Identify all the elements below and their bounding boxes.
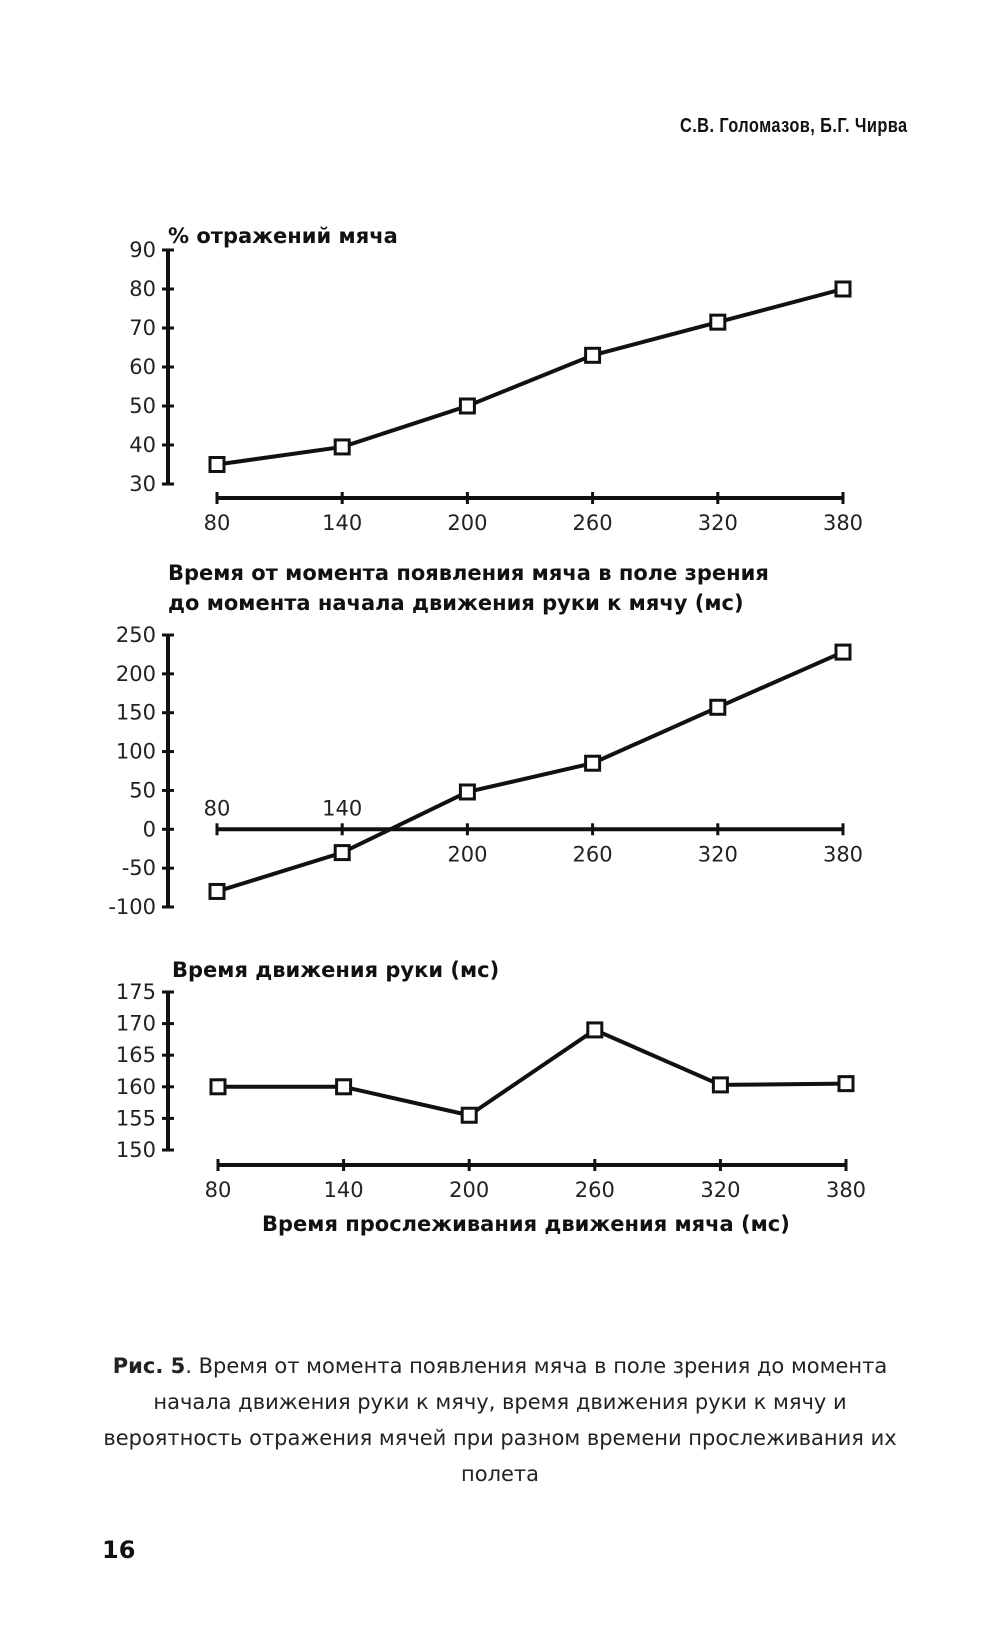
- x-tick-label: 140: [322, 511, 363, 535]
- data-point-marker: [711, 700, 725, 714]
- chart-title: % отражений мяча: [168, 224, 398, 248]
- data-point-marker: [711, 315, 725, 329]
- data-point-marker: [713, 1078, 727, 1092]
- y-tick-label: 40: [129, 433, 156, 457]
- x-tick-label: 200: [447, 842, 488, 867]
- x-tick-label: 260: [572, 511, 613, 535]
- data-point-marker: [462, 1108, 476, 1122]
- x-tick-label: 380: [822, 511, 864, 535]
- y-tick-label: 150: [115, 700, 156, 725]
- x-tick-label: 140: [323, 1178, 364, 1202]
- y-tick-label: 175: [115, 980, 156, 1004]
- y-tick-label: 50: [129, 778, 156, 803]
- data-point-marker: [460, 785, 474, 799]
- chart-time-to-hand-movement: [0, 560, 1000, 982]
- x-tick-label: 80: [204, 1178, 232, 1202]
- x-tick-label: 200: [447, 511, 488, 535]
- x-tick-label: 200: [449, 1178, 490, 1202]
- y-tick-label: 0: [142, 817, 156, 842]
- data-point-marker: [210, 884, 224, 898]
- y-tick-label: 50: [129, 394, 156, 418]
- x-axis-label: до момента начала движения руки к мячу (мс): [168, 591, 744, 615]
- y-tick-label: 100: [115, 739, 156, 764]
- data-point-marker: [586, 348, 600, 362]
- y-tick-label: 155: [115, 1106, 156, 1131]
- x-axis-label: Время движения руки (мс): [172, 958, 500, 982]
- x-tick-label: 320: [697, 511, 738, 535]
- x-tick-label: 260: [574, 1178, 615, 1202]
- y-tick-label: 70: [129, 316, 156, 340]
- series-line: [218, 1030, 846, 1115]
- y-tick-label: 170: [115, 1011, 156, 1036]
- x-tick-label: 380: [825, 1178, 867, 1202]
- figure-caption: [100, 1348, 900, 1492]
- x-tick-label: 260: [572, 842, 613, 867]
- series-line: [217, 289, 843, 465]
- x-tick-label: 80: [203, 796, 231, 821]
- series-line: [217, 652, 843, 891]
- x-axis-label: Время от момента появления мяча в поле зрения: [168, 561, 769, 585]
- y-tick-label: 90: [129, 238, 156, 262]
- data-point-marker: [588, 1023, 602, 1037]
- y-tick-label: 200: [115, 661, 156, 686]
- y-tick-label: 150: [115, 1138, 156, 1162]
- x-tick-label: 320: [700, 1178, 741, 1202]
- y-tick-label: 165: [115, 1043, 156, 1068]
- page-number: 16: [102, 1536, 136, 1564]
- data-point-marker: [335, 440, 349, 454]
- y-tick-label: 60: [129, 355, 156, 379]
- data-point-marker: [836, 645, 850, 659]
- x-tick-label: 320: [697, 842, 738, 867]
- data-point-marker: [460, 399, 474, 413]
- y-tick-label: 80: [129, 277, 156, 301]
- x-tick-label: 380: [822, 842, 864, 867]
- data-point-marker: [586, 756, 600, 770]
- data-point-marker: [836, 282, 850, 296]
- x-tick-label: 80: [203, 511, 231, 535]
- data-point-marker: [839, 1077, 853, 1091]
- figure-caption-label: Рис. 5: [112, 1354, 186, 1378]
- chart-ball-reflections: [0, 0, 1000, 615]
- x-tick-label: 140: [322, 796, 363, 821]
- y-tick-label: -100: [108, 895, 156, 919]
- data-point-marker: [335, 846, 349, 860]
- data-point-marker: [211, 1080, 225, 1094]
- y-tick-label: 250: [115, 623, 156, 647]
- y-tick-label: 30: [129, 472, 156, 496]
- data-point-marker: [337, 1080, 351, 1094]
- y-tick-label: 160: [115, 1074, 156, 1099]
- figure-caption-text: . Время от момента появления мяча в поле зрения до момента начала движения руки к мячу, время движения руки к мячу и вероятность отражения мячей при разном времени прослеживания их полета: [103, 1354, 897, 1486]
- chart-hand-movement-time: [0, 960, 1000, 1300]
- y-tick-label: -50: [121, 856, 156, 881]
- running-header-authors: С.В. Голомазов, Б.Г. Чирва: [680, 115, 908, 137]
- data-point-marker: [210, 458, 224, 472]
- x-axis-label: Время прослеживания движения мяча (мс): [262, 1212, 790, 1236]
